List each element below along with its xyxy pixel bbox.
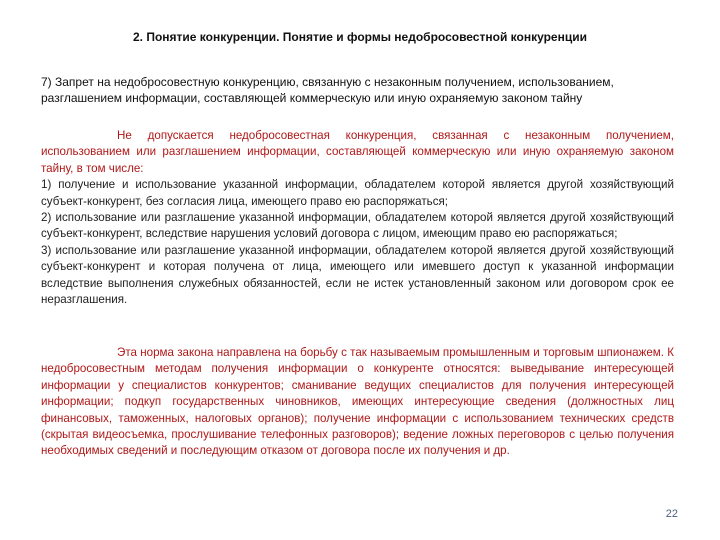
espionage-text: Эта норма закона направлена на борьбу с так называемым промышленным и торговым шпионажем. К недобросовестным методам получения информации о конкуренте относятся: выведывание интересующей информации у специалистов конкурентов; сманивание ведущих специалистов для получения интересующей информации; подкуп государственных чиновников, имеющих интересующие сведения (должностных лиц финансовых, таможенных, налоговых органов); получение информации с использованием технических средств (скрытая видеосъемка, прослушивание телефонных разговоров); ведение ложных переговоров с целью получения необходимых сведений и последующим отказом от договора после их получения и др.	[41, 346, 674, 458]
page-number: 22	[665, 508, 678, 520]
slide-title: 2. Понятие конкуренции. Понятие и формы недобросовестной конкуренции	[133, 30, 587, 44]
list-item-2: 2) использование или разглашение указанной информации, обладателем которой является другой хозяйствующий субъект-конкурент, вследствие нарушения условий договора с лицом, имеющим право ею распоряжаться;	[41, 211, 674, 241]
list-item-3: 3) использование или разглашение указанной информации, обладателем которой является другой хозяйствующий субъект-конкурент и которая получена от лица, имеющего или имевшего доступ к указанной информации вследствие выполнения служебных обязанностей, если не истек установленный законом или договором срок ее неразглашения.	[41, 243, 674, 307]
espionage-block	[41, 345, 674, 460]
prohibition-block	[41, 128, 674, 308]
list-item-1: 1) получение и использование указанной информации, обладателем которой является другой хозяйствующий субъект-конкурент, без согласия лица, имеющего право ею распоряжаться;	[41, 178, 674, 208]
prohibition-intro: Не допускается недобросовестная конкуренция, связанная с незаконным получением, использованием или разглашением информации, составляющей коммерческую или иную охраняемую законом тайну, в том числе:	[41, 129, 674, 175]
section-heading: 7) Запрет на недобросовестную конкуренцию, связанную с незаконным получением, использованием, разглашением информации, составляющей коммерческую или иную охраняемую законом тайну	[41, 75, 614, 105]
